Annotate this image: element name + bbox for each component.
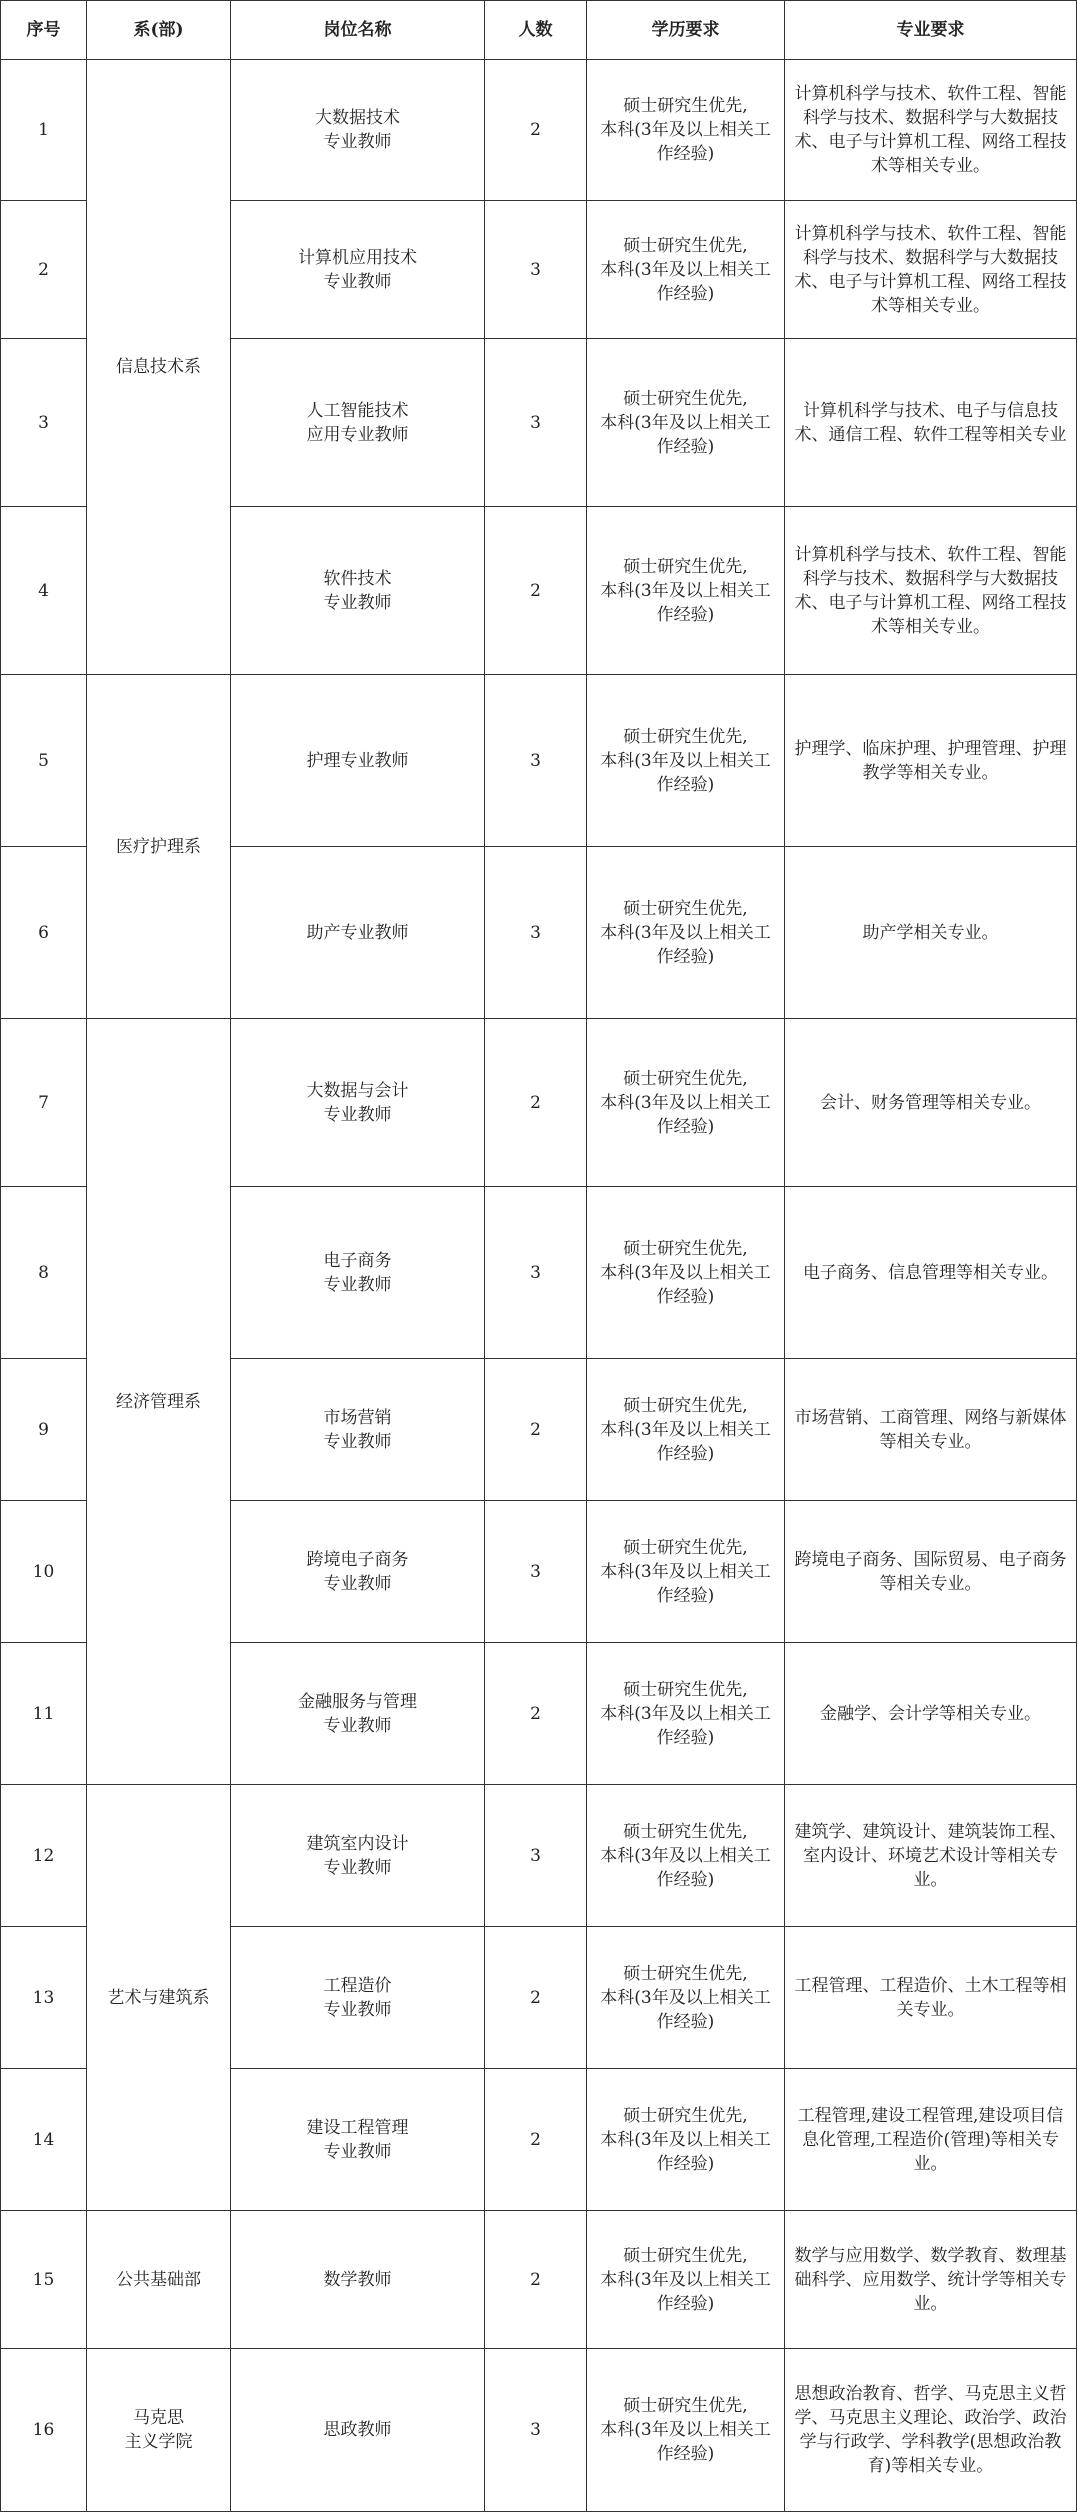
header-education: 学历要求 (587, 1, 785, 60)
education-line: 硕士研究生优先, (623, 1821, 748, 1842)
headcount-cell: 3 (485, 2349, 587, 2512)
education-line: 本科(3年及以上相关工 (600, 2129, 771, 2150)
major-requirement-cell: 跨境电子商务、国际贸易、电子商务等相关专业。 (785, 1501, 1077, 1643)
education-line: 作经验) (656, 283, 715, 304)
post-name-cell (231, 2349, 485, 2512)
education-line: 作经验) (656, 1727, 715, 1748)
major-requirement-cell: 市场营销、工商管理、网络与新媒体等相关专业。 (785, 1359, 1077, 1501)
education-line: 硕士研究生优先, (623, 1068, 748, 1089)
headcount-cell: 2 (485, 1927, 587, 2069)
header-post: 岗位名称 (231, 1, 485, 60)
department-cell (87, 1785, 231, 2211)
post-name-cell (231, 507, 485, 675)
education-line: 作经验) (656, 604, 715, 625)
education-line: 作经验) (656, 1116, 715, 1137)
education-line: 硕士研究生优先, (623, 556, 748, 577)
row-number-cell: 16 (1, 2349, 87, 2512)
table-row (1, 2349, 1077, 2512)
major-requirement-cell: 工程管理、工程造价、土木工程等相关专业。 (785, 1927, 1077, 2069)
education-line: 硕士研究生优先, (623, 2105, 748, 2126)
post-name-line: 应用专业教师 (306, 424, 409, 445)
post-name-cell (231, 1359, 485, 1501)
education-cell (587, 1501, 785, 1643)
post-name-line: 专业教师 (323, 1715, 392, 1736)
major-requirement-cell: 工程管理,建设工程管理,建设项目信息化管理,工程造价(管理)等相关专业。 (785, 2069, 1077, 2211)
education-cell (587, 1359, 785, 1501)
major-requirement-cell: 金融学、会计学等相关专业。 (785, 1643, 1077, 1785)
post-name-line: 跨境电子商务 (306, 1549, 409, 1570)
education-cell (587, 2211, 785, 2349)
education-line: 硕士研究生优先, (623, 2396, 748, 2416)
row-number-cell: 4 (1, 507, 87, 675)
major-requirement-cell: 计算机科学与技术、软件工程、智能科学与技术、数据科学与大数据技术、电子与计算机工程、网络工程技术等相关专业。 (785, 201, 1077, 339)
post-name-line: 护理专业教师 (306, 750, 409, 771)
headcount-cell: 2 (485, 1643, 587, 1785)
department-name-line: 信息技术系 (116, 357, 201, 377)
education-line: 硕士研究生优先, (623, 2245, 748, 2266)
post-name-cell (231, 1187, 485, 1359)
education-line: 硕士研究生优先, (623, 1963, 748, 1984)
education-cell (587, 847, 785, 1019)
post-name-line: 专业教师 (323, 271, 392, 292)
headcount-cell: 3 (485, 201, 587, 339)
major-requirement-cell: 思想政治教育、哲学、马克思主义哲学、马克思主义理论、政治学、政治学与行政学、学科教学(思想政治教育)等相关专业。 (785, 2349, 1077, 2512)
education-line: 本科(3年及以上相关工 (600, 120, 771, 140)
education-line: 作经验) (656, 436, 715, 457)
major-requirement-cell: 助产学相关专业。 (785, 847, 1077, 1019)
post-name-cell (231, 60, 485, 201)
post-name-line: 大数据与会计 (306, 1080, 409, 1101)
table-row (1, 2211, 1077, 2349)
education-line: 硕士研究生优先, (623, 898, 748, 919)
headcount-cell: 2 (485, 507, 587, 675)
education-line: 本科(3年及以上相关工 (600, 2420, 771, 2440)
post-name-line: 电子商务 (323, 1250, 392, 1271)
education-line: 本科(3年及以上相关工 (600, 1703, 771, 1724)
post-name-line: 专业教师 (323, 132, 392, 152)
department-name-line: 医疗护理系 (116, 836, 201, 857)
education-line: 作经验) (656, 1869, 715, 1890)
education-line: 本科(3年及以上相关工 (600, 750, 771, 771)
post-name-line: 思政教师 (323, 2420, 392, 2440)
education-cell (587, 1927, 785, 2069)
post-name-line: 市场营销 (323, 1407, 392, 1428)
education-line: 硕士研究生优先, (623, 1238, 748, 1259)
education-line: 作经验) (656, 774, 715, 795)
table-row (1, 1785, 1077, 1927)
header-no: 序号 (1, 1, 87, 60)
department-cell (87, 1019, 231, 1785)
post-name-line: 专业教师 (323, 1573, 392, 1594)
headcount-cell: 3 (485, 339, 587, 507)
post-name-line: 专业教师 (323, 1104, 392, 1125)
post-name-line: 大数据技术 (315, 108, 400, 128)
education-cell (587, 2069, 785, 2211)
header-dept: 系(部) (87, 1, 231, 60)
header-count: 人数 (485, 1, 587, 60)
education-line: 硕士研究生优先, (623, 388, 748, 409)
row-number-cell: 15 (1, 2211, 87, 2349)
education-line: 硕士研究生优先, (623, 726, 748, 747)
education-cell (587, 1187, 785, 1359)
major-requirement-cell: 会计、财务管理等相关专业。 (785, 1019, 1077, 1187)
education-line: 本科(3年及以上相关工 (600, 580, 771, 601)
headcount-cell: 2 (485, 1359, 587, 1501)
post-name-cell (231, 847, 485, 1019)
table-row (1, 60, 1077, 201)
post-name-line: 工程造价 (323, 1975, 392, 1996)
headcount-cell: 2 (485, 60, 587, 201)
header-row (1, 1, 1077, 60)
department-name-line: 马克思 (133, 2408, 184, 2428)
education-line: 本科(3年及以上相关工 (600, 922, 771, 943)
post-name-line: 助产专业教师 (306, 922, 409, 943)
major-requirement-cell: 计算机科学与技术、软件工程、智能科学与技术、数据科学与大数据技术、电子与计算机工程、网络工程技术等相关专业。 (785, 507, 1077, 675)
education-cell (587, 60, 785, 201)
post-name-cell (231, 1927, 485, 2069)
major-requirement-cell: 数学与应用数学、数学教育、数理基础科学、应用数学、统计学等相关专业。 (785, 2211, 1077, 2349)
department-cell (87, 60, 231, 675)
major-requirement-cell: 计算机科学与技术、软件工程、智能科学与技术、数据科学与大数据技术、电子与计算机工程、网络工程技术等相关专业。 (785, 60, 1077, 201)
department-name-line: 经济管理系 (116, 1391, 201, 1412)
post-name-cell (231, 339, 485, 507)
major-requirement-cell: 建筑学、建筑设计、建筑装饰工程、室内设计、环境艺术设计等相关专业。 (785, 1785, 1077, 1927)
department-cell (87, 2349, 231, 2512)
post-name-line: 金融服务与管理 (298, 1691, 417, 1712)
post-name-line: 专业教师 (323, 2141, 392, 2162)
post-name-line: 专业教师 (323, 1274, 392, 1295)
education-line: 作经验) (656, 1286, 715, 1307)
post-name-cell (231, 201, 485, 339)
table-row (1, 1019, 1077, 1187)
headcount-cell: 3 (485, 1501, 587, 1643)
post-name-cell (231, 675, 485, 847)
education-line: 本科(3年及以上相关工 (600, 1561, 771, 1582)
post-name-line: 建设工程管理 (306, 2117, 409, 2138)
education-line: 硕士研究生优先, (623, 1395, 748, 1416)
education-line: 作经验) (656, 2011, 715, 2032)
education-line: 硕士研究生优先, (623, 235, 748, 256)
education-line: 硕士研究生优先, (623, 1679, 748, 1700)
row-number-cell: 10 (1, 1501, 87, 1643)
education-cell (587, 1785, 785, 1927)
post-name-cell (231, 1019, 485, 1187)
headcount-cell: 3 (485, 675, 587, 847)
department-name-line: 公共基础部 (116, 2269, 201, 2290)
row-number-cell: 3 (1, 339, 87, 507)
major-requirement-cell: 计算机科学与技术、电子与信息技术、通信工程、软件工程等相关专业 (785, 339, 1077, 507)
education-line: 作经验) (656, 144, 715, 164)
table-row (1, 675, 1077, 847)
headcount-cell: 2 (485, 1019, 587, 1187)
headcount-cell: 2 (485, 2211, 587, 2349)
post-name-line: 数学教师 (323, 2269, 392, 2290)
headcount-cell: 3 (485, 1785, 587, 1927)
education-line: 作经验) (656, 2153, 715, 2174)
education-line: 本科(3年及以上相关工 (600, 1845, 771, 1866)
headcount-cell: 3 (485, 847, 587, 1019)
post-name-cell (231, 1785, 485, 1927)
education-cell (587, 339, 785, 507)
post-name-line: 软件技术 (323, 568, 392, 589)
education-line: 硕士研究生优先, (623, 96, 748, 116)
education-line: 本科(3年及以上相关工 (600, 412, 771, 433)
post-name-line: 建筑室内设计 (306, 1833, 409, 1854)
education-cell (587, 2349, 785, 2512)
major-requirement-cell: 护理学、临床护理、护理管理、护理教学等相关专业。 (785, 675, 1077, 847)
education-line: 作经验) (656, 1443, 715, 1464)
education-line: 本科(3年及以上相关工 (600, 1419, 771, 1440)
row-number-cell: 1 (1, 60, 87, 201)
education-cell (587, 507, 785, 675)
headcount-cell: 3 (485, 1187, 587, 1359)
post-name-line: 专业教师 (323, 1999, 392, 2020)
department-cell (87, 2211, 231, 2349)
major-requirement-cell: 电子商务、信息管理等相关专业。 (785, 1187, 1077, 1359)
row-number-cell: 9 (1, 1359, 87, 1501)
row-number-cell: 7 (1, 1019, 87, 1187)
post-name-cell (231, 1501, 485, 1643)
row-number-cell: 13 (1, 1927, 87, 2069)
education-line: 硕士研究生优先, (623, 1537, 748, 1558)
row-number-cell: 11 (1, 1643, 87, 1785)
education-line: 作经验) (656, 946, 715, 967)
education-line: 本科(3年及以上相关工 (600, 1092, 771, 1113)
post-name-line: 计算机应用技术 (298, 247, 417, 268)
row-number-cell: 8 (1, 1187, 87, 1359)
post-name-line: 专业教师 (323, 592, 392, 613)
post-name-line: 人工智能技术 (306, 400, 409, 421)
education-cell (587, 1643, 785, 1785)
education-line: 作经验) (656, 2293, 715, 2314)
education-cell (587, 1019, 785, 1187)
post-name-cell (231, 2069, 485, 2211)
education-line: 本科(3年及以上相关工 (600, 1262, 771, 1283)
education-line: 本科(3年及以上相关工 (600, 1987, 771, 2008)
row-number-cell: 2 (1, 201, 87, 339)
department-name-line: 艺术与建筑系 (107, 1987, 210, 2008)
department-name-line: 主义学院 (124, 2432, 193, 2452)
education-line: 本科(3年及以上相关工 (600, 2269, 771, 2290)
education-cell (587, 675, 785, 847)
post-name-line: 专业教师 (323, 1431, 392, 1452)
education-line: 作经验) (656, 1585, 715, 1606)
row-number-cell: 14 (1, 2069, 87, 2211)
department-cell (87, 675, 231, 1019)
post-name-cell (231, 1643, 485, 1785)
education-line: 作经验) (656, 2444, 715, 2464)
headcount-cell: 2 (485, 2069, 587, 2211)
row-number-cell: 6 (1, 847, 87, 1019)
header-major: 专业要求 (785, 1, 1077, 60)
row-number-cell: 12 (1, 1785, 87, 1927)
post-name-line: 专业教师 (323, 1857, 392, 1878)
post-name-cell (231, 2211, 485, 2349)
row-number-cell: 5 (1, 675, 87, 847)
education-cell (587, 201, 785, 339)
education-line: 本科(3年及以上相关工 (600, 259, 771, 280)
